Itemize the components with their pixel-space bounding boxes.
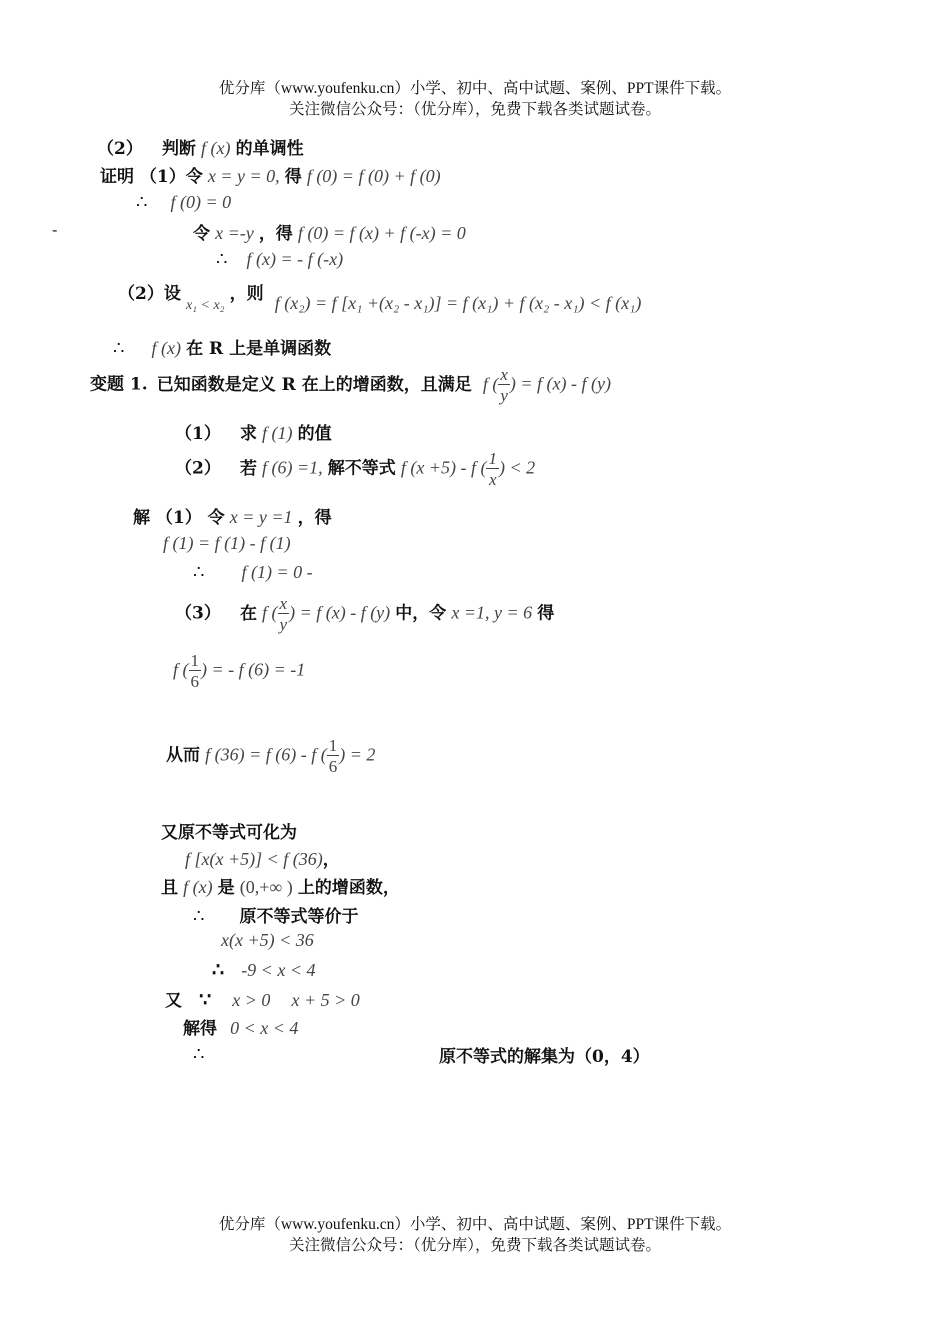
f-open: f ( [482,373,499,394]
proof-eq2: f (0) = f (0) + f (0) [306,166,441,186]
conclusion-fx: f (x) [151,338,182,358]
solution-de: ，得 [297,508,332,528]
jiede-text: 解得 [183,1019,217,1039]
equiv-line [193,902,359,927]
because-symbol: ∵ [199,989,212,1011]
q2-fx: f (x) [201,138,231,158]
sub-3-line [175,595,554,633]
f1-eq: f (1) = f (1) - f (1) [163,533,291,553]
sub-2-f6: f (6) =1, [262,457,323,478]
sub-2-text: 若 [239,458,257,479]
therefore-final: ∴ [193,1044,205,1065]
f0-line [136,192,231,213]
f0-eq: f (0) = 0 [170,192,232,212]
cond-2: x + 5 > 0 [291,990,360,1010]
ze-text: ，则 [229,284,264,304]
sub-2-line [175,450,535,488]
sub-2-ineq-tail: ) < 2 [498,457,536,478]
you-text: 又 [165,991,182,1011]
therefore-symbol: ∴ [113,338,125,359]
fraction-1-over-6: $\frac{1}{6}$ [328,736,338,776]
proof-label: 证明 （1）令 [100,167,203,187]
mono-line [118,279,642,313]
proof-eq1: x = y = 0, [207,166,280,186]
variant-1-label: 变题 1. [90,374,148,395]
solution-label: 解 （1） 令 [133,508,225,528]
sub-3-label: （3） [175,603,221,624]
f16-line [173,652,305,690]
sub-2-label: （2） [175,458,221,479]
dash-mark: - [52,220,58,239]
ineq-2-line [212,959,315,981]
final-answer: 原不等式的解集为（0，4） [439,1047,650,1067]
sub-3-eq-tail: ) = f (x) - f (y) [289,602,391,623]
sub-1-f1: f (1) [262,423,293,443]
f16-tail: ) = - f (6) = -1 [201,659,306,680]
sub-3-vals: x =1, y = 6 [451,602,533,623]
q2-line [97,134,304,159]
equiv-text: 原不等式等价于 [239,907,359,927]
qie-tail: 上的增函数， [297,878,400,898]
rewrite-eq: f [x(x +5)] < f (36) [185,849,323,869]
sub-1-label: （1） [175,424,221,444]
qie-fx: f (x) [183,877,213,897]
variant-1-line [90,366,611,404]
f16-head: f ( [173,659,189,680]
f36-line [166,737,375,775]
fraction-1-over-x: $\frac{1}{x}$ [488,449,497,489]
set-label: （2）设 [118,284,181,304]
x-eq-neg-y: x =-y [215,223,254,243]
odd-setup-line [193,219,466,244]
ling-text: 令 [193,224,210,244]
q2-tail: 的单调性 [235,139,304,159]
fraction-1-over-6: $\frac{1}{6}$ [190,651,199,691]
header-line-1: 优分库（www.youfenku.cn）小学、初中、高中试题、案例、PPT课件下载。 [218,80,732,97]
qie-text: 且 [161,878,178,898]
therefore-bold: ∴ [212,959,225,981]
ineq-3: 0 < x < 4 [230,1018,299,1038]
f36-head: f (36) = f (6) - f ( [205,744,327,765]
conditions-line [165,986,360,1011]
therefore-symbol: ∴ [216,249,228,270]
footer-line-2: 关注微信公众号：（优分库），免费下载各类试题试卷。 [288,1237,661,1254]
rewrite-eq-line: f [x(x +5)] < f (36)， [185,849,340,870]
qie-shi: 是 [217,878,235,898]
solution-eq: x = y =1 [229,507,293,527]
therefore-symbol: ∴ [136,192,148,213]
sub-3-de: 得 [537,603,555,624]
x1-lt-x2: x₁ < x₂ [185,298,225,313]
variant-1-eq-tail: ) = f (x) - f (y) [509,373,611,394]
qie-domain: (0,+∞ ) [239,877,293,897]
sub-1-line [175,419,332,444]
de-comma: ，得 [258,224,293,244]
solution-line [133,503,332,528]
cond-1: x > 0 [232,990,271,1010]
fx-odd-eq: f (x) = - f (-x) [246,249,344,269]
fraction-x-over-y: $\frac{x}{y}$ [500,365,508,405]
increasing-line [161,873,400,898]
f1-zero: f (1) = 0 - [241,562,313,582]
eq-f0-fx: f (0) = f (x) + f (-x) = 0 [297,223,466,243]
conclusion-line [113,334,331,359]
variant-1-text: 已知函数是定义 R 在上的增函数，且满足 [156,374,472,395]
sub-2-ineq-head: f (x +5) - f ( [400,457,487,478]
sub-3-zai: 在 [239,603,257,624]
fx-odd-line [216,249,343,270]
q2-text: 判断 [161,139,196,159]
f36-tail: ) = 2 [339,744,376,765]
sub-2-mid: 解不等式 [327,458,396,479]
proof-de: 得 [284,167,302,187]
conclusion-text: 在 R 上是单调函数 [186,339,332,359]
mono-eq: f (x₂) = f [x₁ +(x₂ - x₁)] = f (x₁) + f (x₂ - x₁) < f (x₁) [274,293,642,313]
rewrite-text: 又原不等式可化为 [161,823,297,843]
sub-3-mid: 中，令 [395,603,447,624]
sub-1-tail: 的值 [297,424,332,444]
sub-1-text: 求 [239,424,257,444]
header-line-2: 关注微信公众号：（优分库），免费下载各类试题试卷。 [288,101,661,118]
therefore-symbol: ∴ [193,562,205,583]
solve-line [183,1014,298,1039]
f1-zero-line [193,562,313,583]
therefore-symbol: ∴ [193,906,205,927]
ineq-1: x(x +5) < 36 [221,930,314,950]
footer-line-1: 优分库（www.youfenku.cn）小学、初中、高中试题、案例、PPT课件下载。 [218,1216,732,1233]
q2-label: （2） [97,139,143,159]
ineq-1-line [221,930,314,951]
ineq-2: -9 < x < 4 [241,960,316,980]
congr-text: 从而 [166,745,200,766]
f-open: f ( [262,602,278,623]
proof-line [100,162,441,187]
f1-eq-line [163,533,291,554]
fraction-x-over-y: $\frac{x}{y}$ [279,594,288,634]
